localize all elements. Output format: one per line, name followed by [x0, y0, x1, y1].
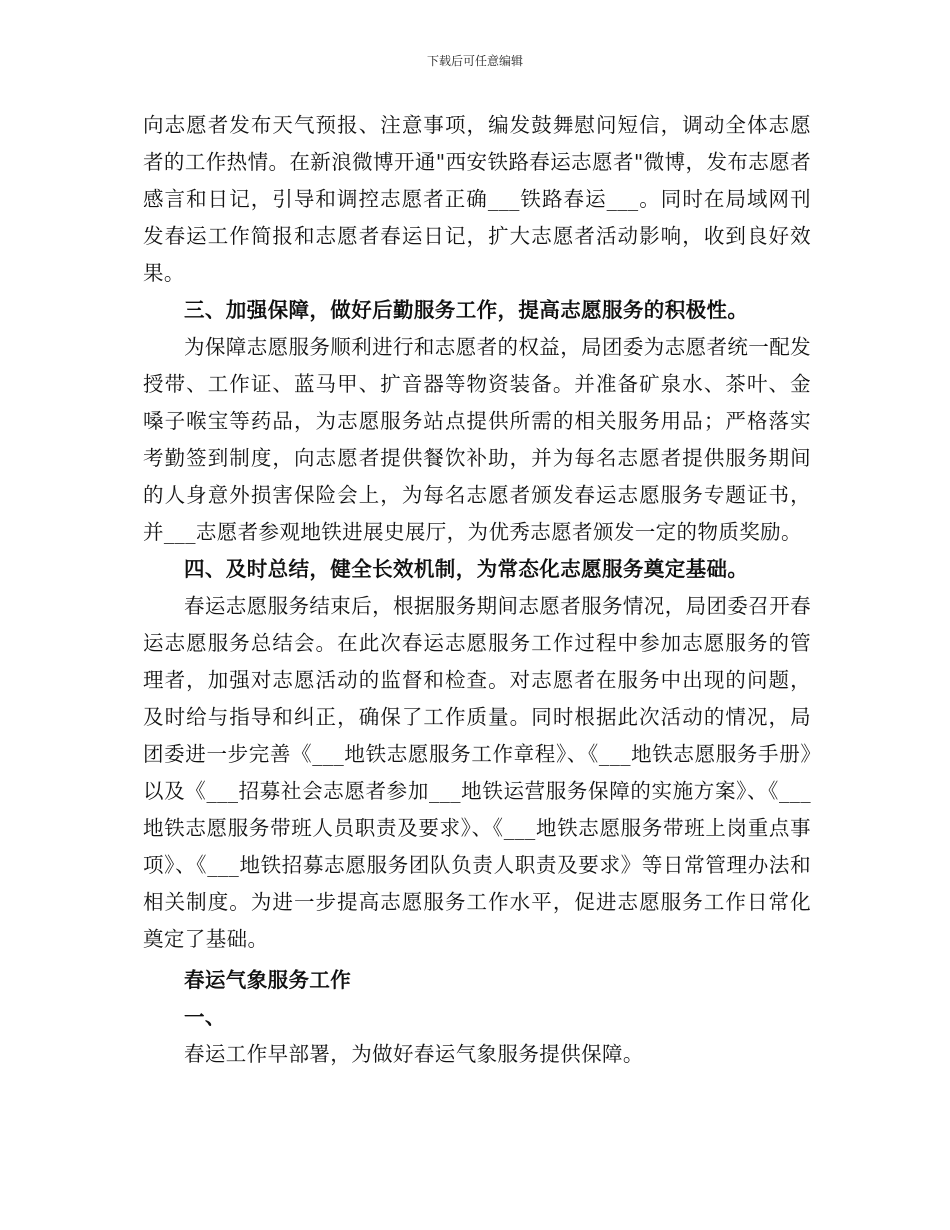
paragraph-volunteer-publicity: 向志愿者发布天气预报、注意事项，编发鼓舞慰问短信，调动全体志愿者的工作热情。在新浪微博开通"西安铁路春运志愿者"微博，发布志愿者感言和日记，引导和调控志愿者正确___铁路春运___。同时在局域网刊发春运工作简报和志愿者春运日记，扩大志愿者活动影响，收到良好效果。 — [143, 113, 811, 285]
paragraph-logistics: 为保障志愿服务顺利进行和志愿者的权益，局团委为志愿者统一配发授带、工作证、蓝马甲、扩音器等物资装备。并准备矿泉水、茶叶、金嗓子喉宝等药品，为志愿服务站点提供所需的相关服务用品；严格落实考勤签到制度，向志愿者提供餐饮补助，并为每名志愿者提供服务期间的人身意外损害保险会上，为每名志愿者颁发春运志愿服务专题证书，并___志愿者参观地铁进展史展厅，为优秀志愿者颁发一定的物质奖励。 — [143, 335, 811, 544]
page-header: 下载后可任意编辑 — [426, 54, 523, 68]
section-heading-four: 四、及时总结，健全长效机制，为常态化志愿服务奠定基础。 — [184, 557, 749, 581]
paragraph-early-deployment: 春运工作早部署，为做好春运气象服务提供保障。 — [184, 1042, 644, 1066]
section-heading-three: 三、加强保障，做好后勤服务工作，提高志愿服务的积极性。 — [184, 298, 749, 322]
weather-service-title: 春运气象服务工作 — [184, 968, 352, 992]
paragraph-summary: 春运志愿服务结束后，根据服务期间志愿者服务情况，局团委召开春运志愿服务总结会。在此次春运志愿服务工作过程中参加志愿服务的管理者，加强对志愿活动的监督和检查。对志愿者在服务中出现的问题，及时给与指导和纠正，确保了工作质量。同时根据此次活动的情况，局团委进一步完善《___地铁志愿服务工作章程》、《___地铁志愿服务手册》以及《___招募社会志愿者参加___地铁运营服务保障的实施方案》、《___地铁志愿服务带班人员职责及要求》、《___地铁志愿服务带班上岗重点事项》、《___地铁招募志愿服务团队负责人职责及要求》等日常管理办法和相关制度。为进一步提高志愿服务工作水平，促进志愿服务工作日常化奠定了基础。 — [143, 594, 811, 951]
document-body — [143, 107, 811, 1073]
section-heading-one: 一、 — [184, 1005, 226, 1029]
